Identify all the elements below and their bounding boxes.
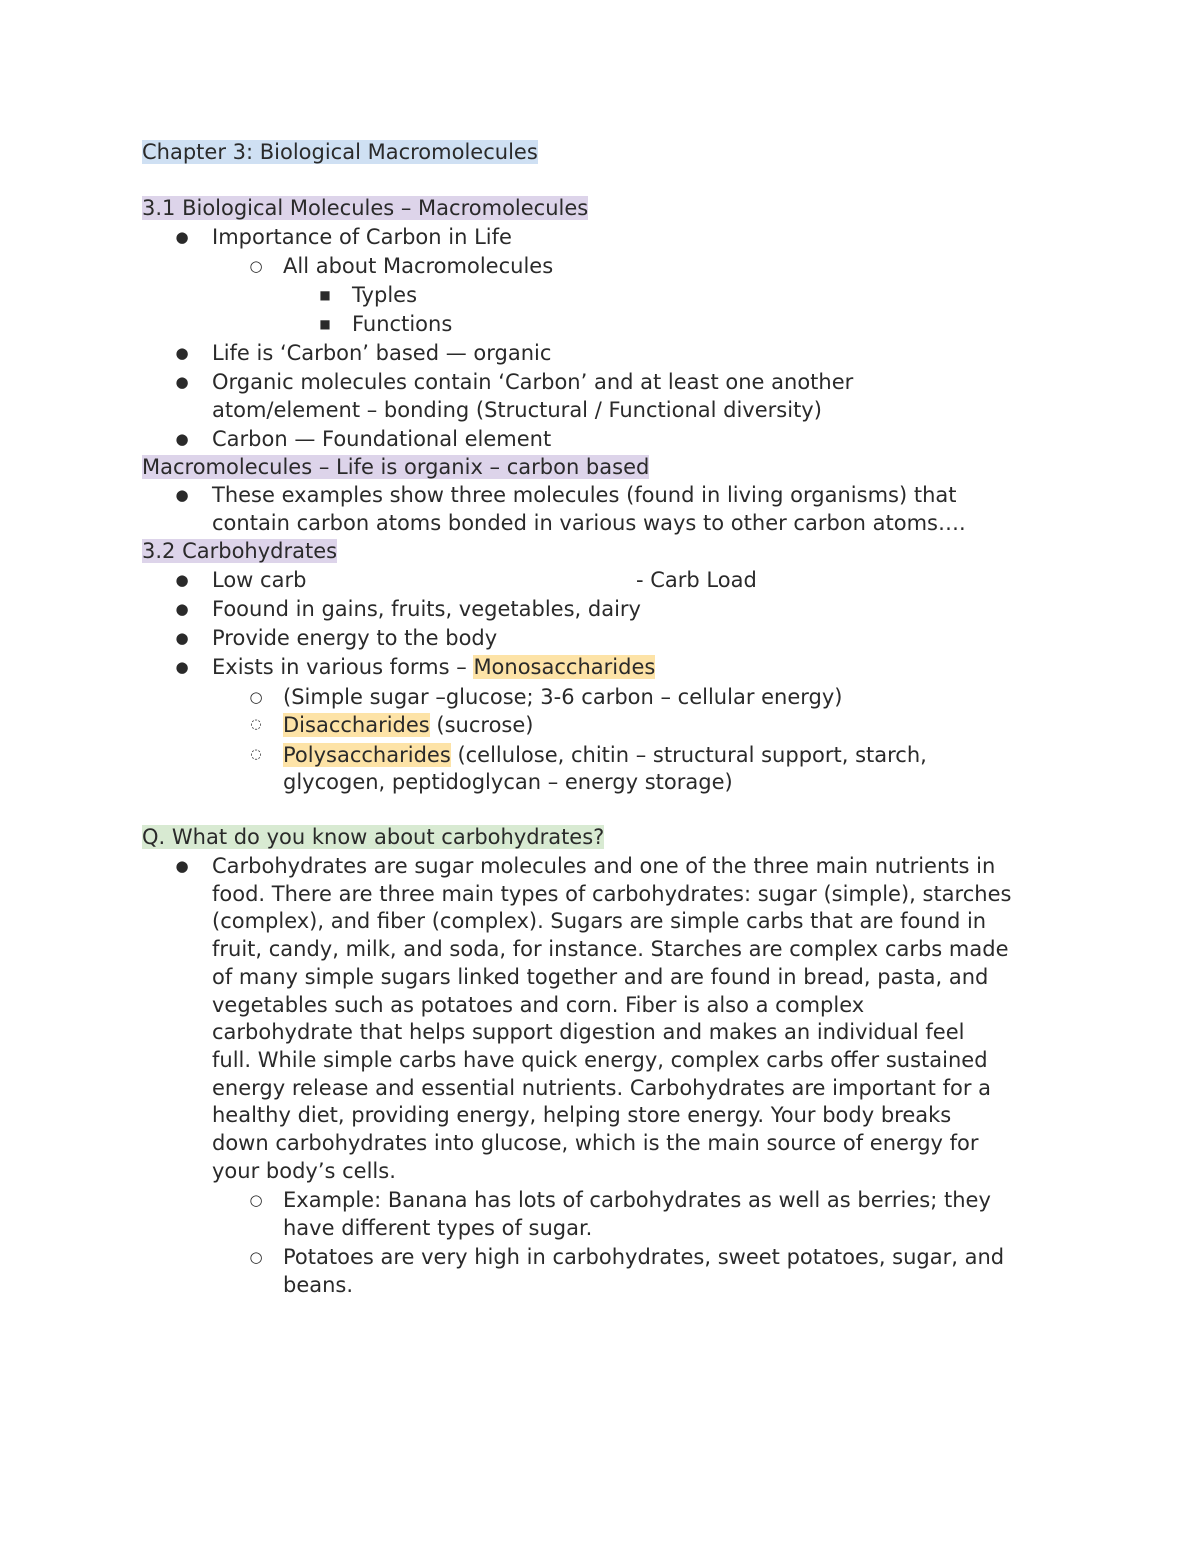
bullet-dotted-circle: ◌ [250,717,262,732]
bullet-dot: ● [175,571,189,589]
macromolecules-heading: Macromolecules – Life is organix – carbon based [142,455,650,479]
list-item-continuation: beans. [283,1273,354,1297]
list-item: Life is ‘Carbon’ based — organic [212,341,552,365]
answer-line: vegetables such as potatoes and corn. Fiber is also a complex [212,993,865,1017]
answer-line: down carbohydrates into glucose, which is the main source of energy for [212,1131,979,1155]
bullet-dot: ● [175,373,189,391]
list-item: (Simple sugar –glucose; 3-6 carbon – cellular energy) [283,685,843,709]
question-heading: Q. What do you know about carbohydrates? [142,825,605,849]
bullet-square: ■ [319,288,331,302]
list-item [212,653,655,681]
chapter-title: Chapter 3: Biological Macromolecules [142,140,538,164]
list-item-text: (sucrose) [429,713,534,737]
list-item: Example: Banana has lots of carbohydrates as well as berries; they [283,1188,991,1212]
list-item: Organic molecules contain ‘Carbon’ and at least one another [212,370,854,394]
answer-line: of many simple sugars linked together and are found in bread, pasta, and [212,965,989,989]
answer-line: healthy diet, providing energy, helping store energy. Your body breaks [212,1103,952,1127]
list-item-continuation: have different types of sugar. [283,1216,593,1240]
list-item: Carbon — Foundational element [212,427,552,451]
list-item: Low carb [212,568,307,592]
bullet-dot: ● [175,600,189,618]
answer-line: Carbohydrates are sugar molecules and one of the three main nutrients in [212,854,996,878]
list-item [283,711,534,739]
bullet-dot: ● [175,857,189,875]
list-item-text: (cellulose, chitin – structural support, starch, [450,743,927,767]
bullet-circle: ○ [249,257,263,275]
list-item-continuation: atom/element – bonding (Structural / Functional diversity) [212,398,822,422]
list-item-continuation: glycogen, peptidoglycan – energy storage) [283,770,733,794]
section-3-2-heading: 3.2 Carbohydrates [142,539,338,563]
highlight-monosaccharides: Monosaccharides [473,655,656,679]
list-item: All about Macromolecules [283,254,554,278]
list-item: Potatoes are very high in carbohydrates, sweet potatoes, sugar, and [283,1245,1005,1269]
bullet-dot: ● [175,658,189,676]
answer-line: carbohydrate that helps support digestion and makes an individual feel [212,1020,965,1044]
answer-line: energy release and essential nutrients. Carbohydrates are important for a [212,1076,991,1100]
list-item: These examples show three molecules (found in living organisms) that [212,483,957,507]
answer-line: your body’s cells. [212,1159,396,1183]
bullet-dot: ● [175,228,189,246]
bullet-square: ■ [319,317,331,331]
highlight-polysaccharides: Polysaccharides [283,743,451,767]
bullet-circle: ○ [249,1248,263,1266]
bullet-circle: ○ [249,1191,263,1209]
answer-line: (complex), and fiber (complex). Sugars are simple carbs that are found in [212,909,987,933]
bullet-dotted-circle: ◌ [250,747,262,762]
bullet-dot: ● [175,486,189,504]
list-item: Functions [352,312,453,336]
list-item: Foound in gains, fruits, vegetables, dairy [212,597,641,621]
list-item: Importance of Carbon in Life [212,225,512,249]
bullet-dot: ● [175,430,189,448]
list-item-right-note: - Carb Load [636,568,757,592]
bullet-circle: ○ [249,688,263,706]
list-item: Provide energy to the body [212,626,498,650]
answer-line: full. While simple carbs have quick energy, complex carbs offer sustained [212,1048,988,1072]
highlight-disaccharides: Disaccharides [283,713,430,737]
bullet-dot: ● [175,629,189,647]
list-item [283,741,927,769]
list-item: Typles [352,283,418,307]
answer-line: food. There are three main types of carbohydrates: sugar (simple), starches [212,882,1012,906]
list-item-text: Exists in various forms – [212,655,474,679]
bullet-dot: ● [175,344,189,362]
list-item-continuation: contain carbon atoms bonded in various ways to other carbon atoms…. [212,511,966,535]
section-3-1-heading: 3.1 Biological Molecules – Macromolecules [142,196,589,220]
answer-line: fruit, candy, milk, and soda, for instance. Starches are complex carbs made [212,937,1009,961]
